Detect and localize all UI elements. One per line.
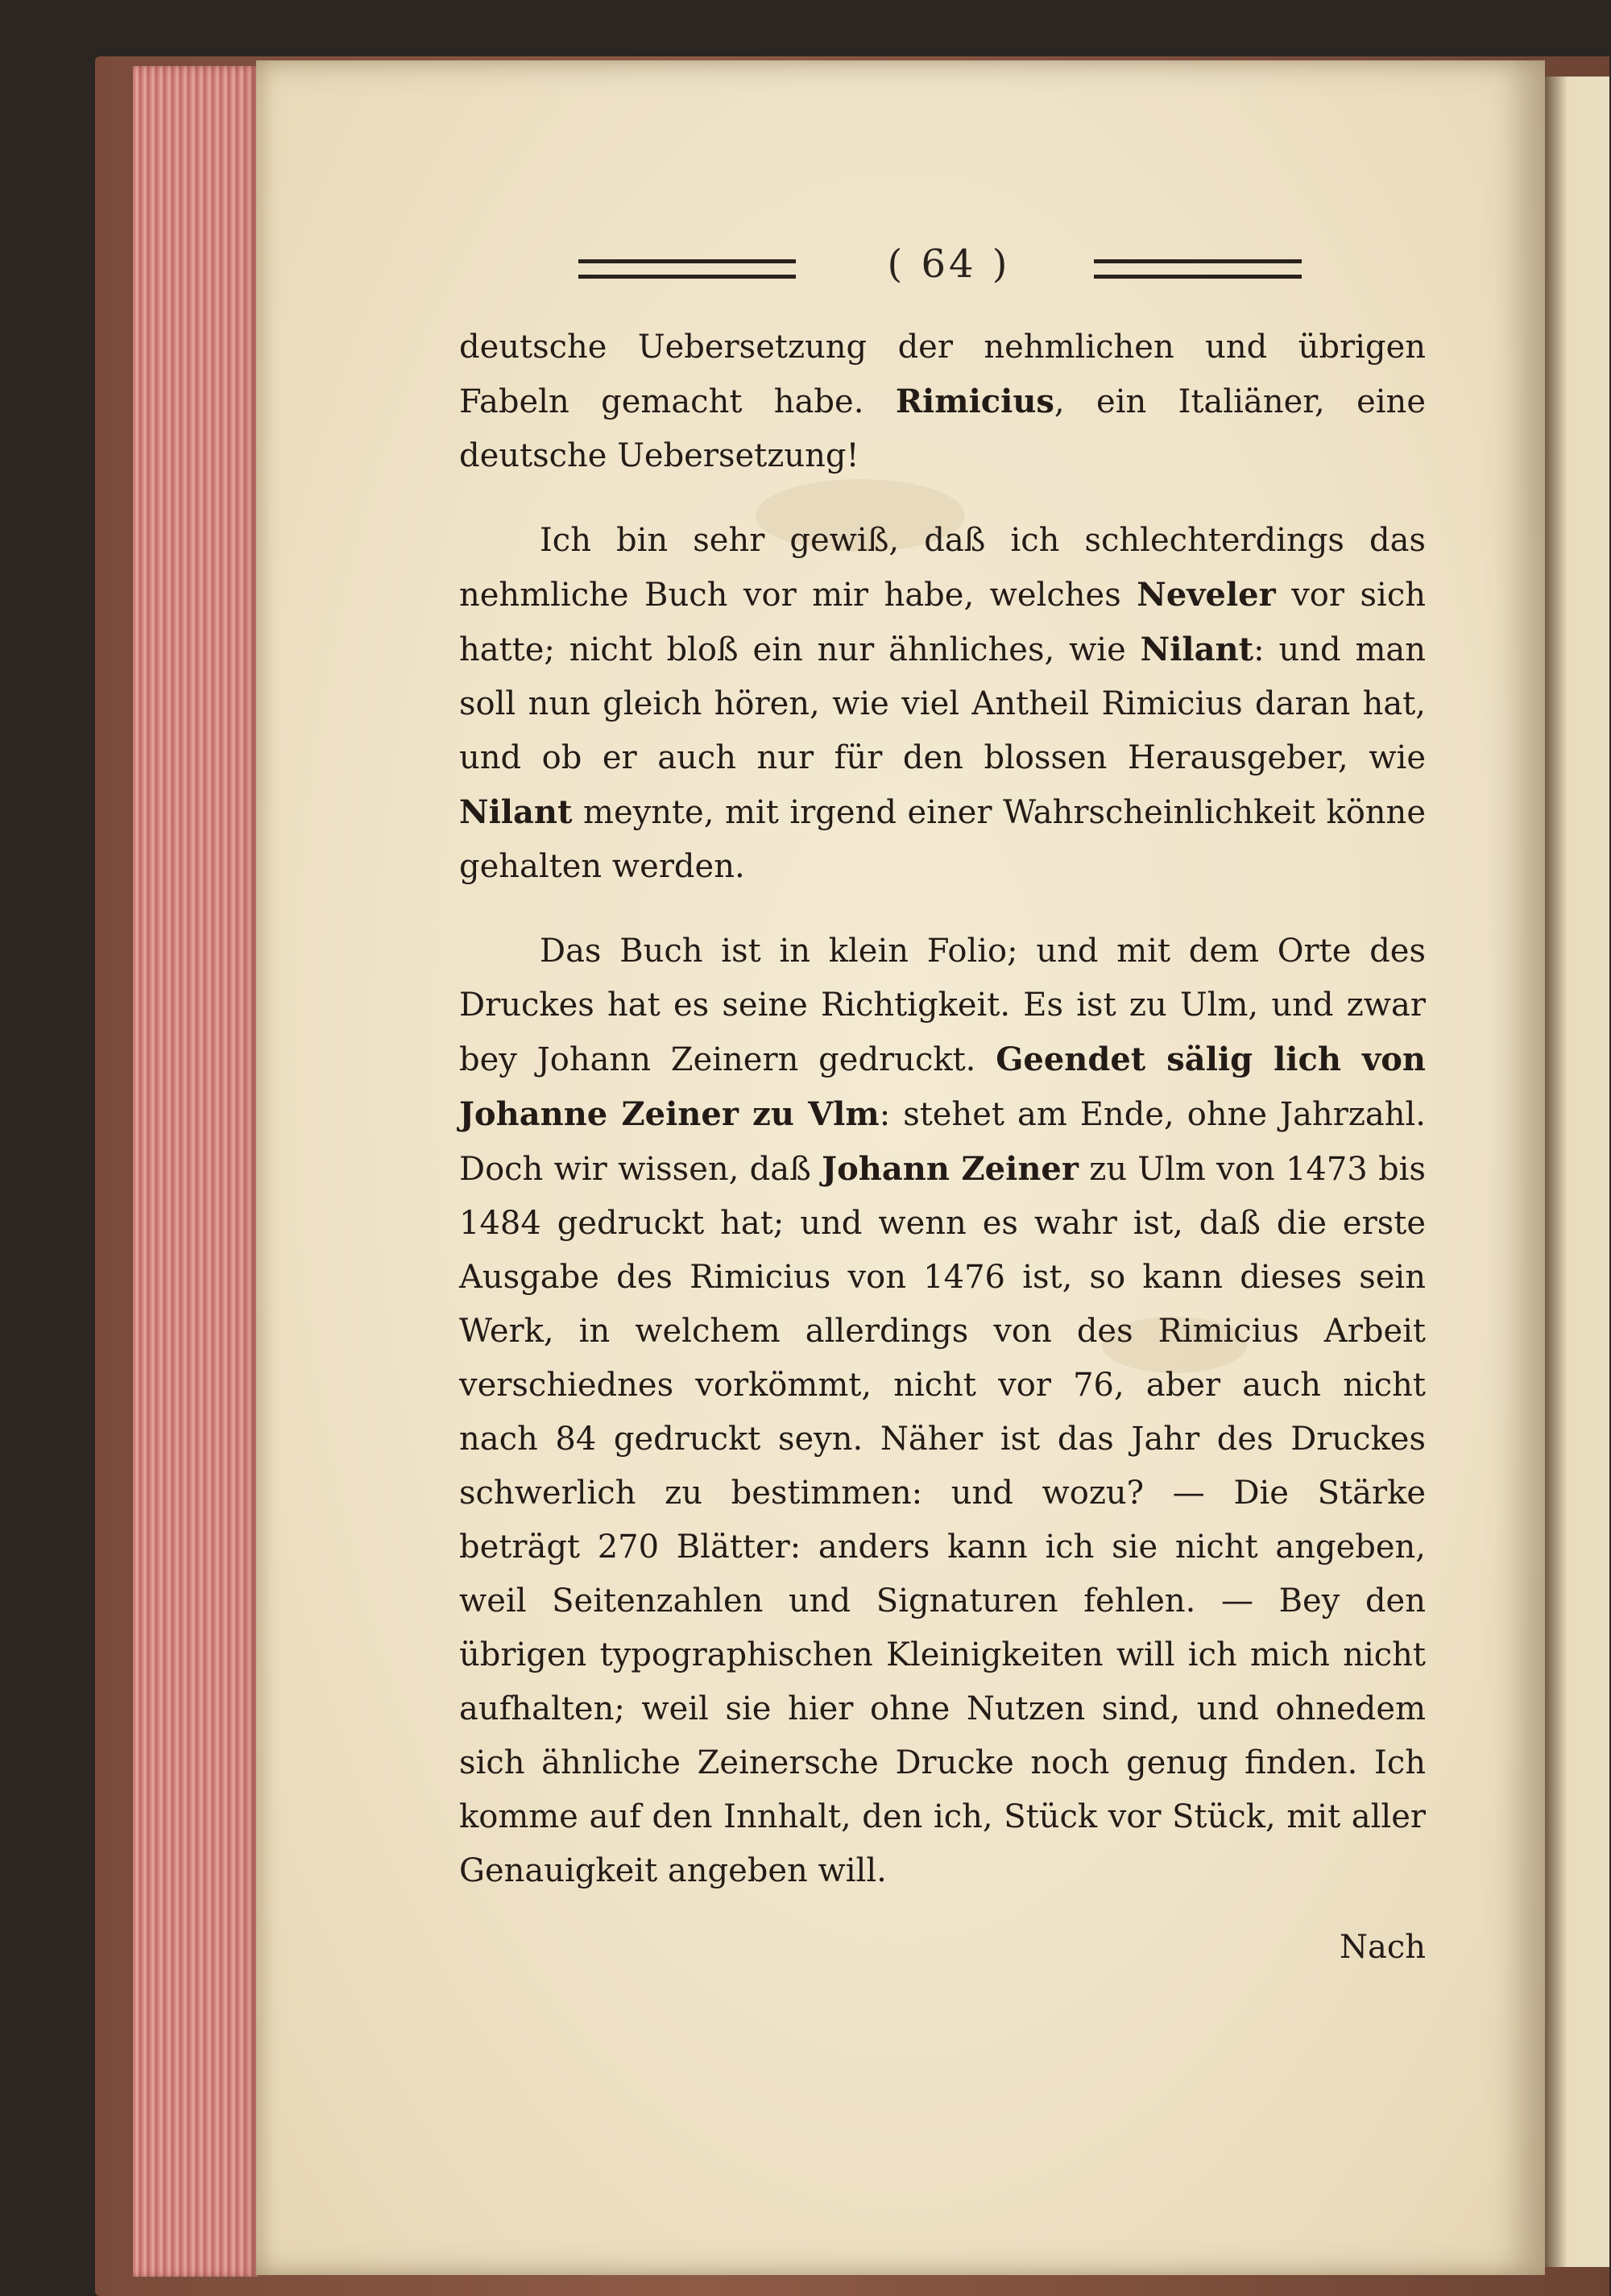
paragraph [459, 514, 1426, 894]
text-run: , ein Italiäner, eine deutsche Uebersetzung! [459, 383, 1426, 474]
body-text [459, 321, 1426, 1898]
catchword: Nach [1339, 1929, 1426, 1966]
text-run: : und man soll nun gleich hören, wie viel Antheil Rimicius daran hat, und ob er auch nur für den blossen Herausgeber, wie [459, 631, 1426, 776]
emphasized-name: Johann Zeiner [822, 1150, 1079, 1188]
emphasized-name: Nilant [459, 793, 573, 831]
header-rule-right [1094, 259, 1302, 279]
paragraph [459, 321, 1426, 483]
header-rule-left [578, 259, 796, 279]
text-run: : stehet am Ende, ohne Jahrzahl. Doch wir wissen, daß [459, 1096, 1427, 1188]
paragraph [459, 925, 1426, 1898]
emphasized-name: Nilant [1140, 631, 1254, 668]
facing-page-edge [1545, 77, 1609, 2267]
text-run: deutsche Uebersetzung der nehmlichen und übrigen Fabeln gemacht habe. [459, 329, 1426, 420]
emphasized-name: Neveler [1137, 576, 1276, 614]
text-run: vor sich hatte; nicht bloß ein nur ähnliches, wie [459, 577, 1426, 668]
text-run: meynte, mit irgend einer Wahrscheinlichkeit könne gehalten werden. [459, 794, 1426, 885]
text-run: Ich bin sehr gewiß, daß ich schlechterdings das nehmliche Buch vor mir habe, welches [459, 522, 1426, 614]
page-header [578, 242, 1303, 298]
emphasized-name: Rimicius [895, 383, 1054, 420]
text-run: Das Buch ist in klein Folio; und mit dem Orte des Druckes hat es seine Richtigkeit. Es ist zu Ulm, und zwar bey Johann Zeinern gedruckt. [459, 933, 1426, 1078]
page-edges [133, 66, 258, 2277]
text-run: zu Ulm von 1473 bis 1484 gedruckt hat; und wenn es wahr ist, daß die erste Ausgabe des Rimicius von 1476 ist, so kann dieses sein Werk, in welchem allerdings von des Rimicius Arbeit verschiednes vorkömmt, nicht vor 76, aber auch nicht nach 84 gedruckt seyn. Näher ist das Jahr des Druckes schwerlich zu bestimmen: und wozu? — Die Stärke beträgt 270 Blätter: anders kann ich sie nicht angeben, weil Seitenzahlen und Signaturen fehlen. — Bey den übrigen typographischen Kleinigkeiten will ich mich nicht aufhalten; weil sie hier ohne Nutzen sind, und ohnedem sich ähnliche Zeinersche Drucke noch genug finden. Ich komme auf den Innhalt, den ich, Stück vor Stück, mit aller Genauigkeit angeben will. [459, 1151, 1426, 1889]
emphasized-colophon: Geendet sälig lich von Johanne Zeiner zu Vlm [459, 1040, 1426, 1133]
page-number: ( 64 ) [887, 242, 1011, 287]
